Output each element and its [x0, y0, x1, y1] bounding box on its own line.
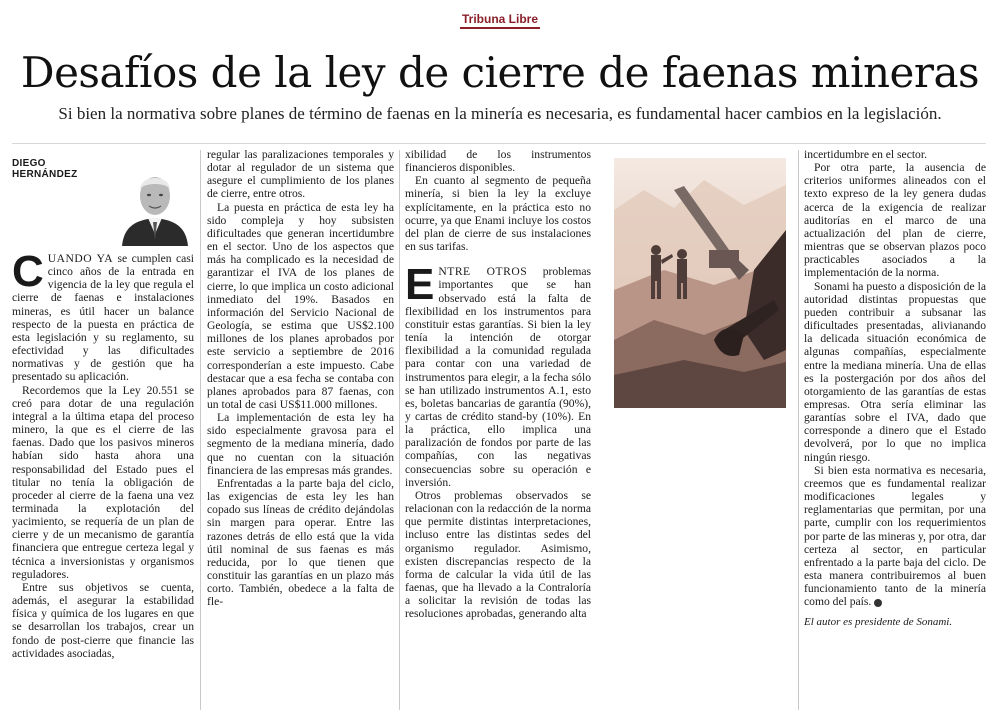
paragraph: Por otra parte, la ausencia de criterios uniformes alineados con el texto expreso de la ley genera dudas acerca de la exigencia de realizar auditorías en el marco de una actualización del plan de cierre, mientras que se observan plazos poco practicables asociados a la implementación de la norma.: [804, 161, 986, 280]
paragraph: xibilidad de los instrumentos financieros disponibles.: [405, 148, 591, 175]
subtitle: Si bien la normativa sobre planes de término de faenas en la minería es necesaria, es fundamental hacer cambios en la legislación.: [58, 104, 942, 123]
lead-paragraph: [12, 252, 194, 384]
column-divider: [200, 150, 201, 710]
paragraph: Recordemos que la Ley 20.551 se creó para dotar de una regulación integral a la última etapa del proceso minero, la que es el cierre de las faenas. Dado que los pasivos mineros habían sido hasta ahora una responsabilidad del Estado pues el titular no tenía la obligación de proceder al cierre de la faena una vez terminada la explotación del yacimiento, se requería de un plan de cierre y de un mecanismo de garantía financiera que entregue certeza legal y técnica a inversionistas y organismos reguladores.: [12, 383, 194, 581]
lead-text: se cumplen casi cinco años de la entrada en vigencia de la ley que regula el cierre de faenas e instalaciones mineras, es útil hacer un balance respecto de la puesta en práctica de esta legislación y su reglamento, su efectividad y las dificultades normativas y de gestión que ha presentado su aplicación.: [12, 252, 194, 384]
author-first-name: DIEGO: [12, 158, 46, 169]
drop-cap: C: [12, 252, 44, 296]
paragraph: regular las paralizaciones temporales y dotar al regulador de un sistema que asegure el cumplimiento de los planes de cierre, entre otros.: [207, 148, 394, 201]
article-column-2: [207, 148, 394, 712]
drop-cap: E: [405, 260, 435, 310]
section-tag-label: Tribuna Libre: [460, 12, 540, 29]
paragraph: En cuanto al segmento de pequeña minería, si bien la ley la excluye explícitamente, en la práctica esto no ocurre, ya que Enami incluye los costos del plan de cierre de sus instalaciones en sus tarifas.: [405, 174, 591, 254]
paragraph: La puesta en práctica de esta ley ha sido compleja y hoy subsisten dificultades que generan incertidumbre en el sector. Uno de los aspectos que más ha complicado es la necesidad de garantizar el IVA de los planes de cierre, lo que implica un costo adicional inmediato del 19%. Basados en información del Servicio Nacional de Geología, se estima que US$2.100 millones de los planes aprobados por este servicio a septiembre de 2016 corresponderían a este impuesto. Cabe destacar que a esa fecha se contaba con planes aprobados para 87 faenas, con un total de casi US$11.000 millones.: [207, 200, 394, 411]
lead-caps: UANDO YA: [47, 252, 114, 265]
column-divider: [798, 150, 799, 710]
lead-caps: NTRE OTROS: [438, 265, 528, 279]
headline: Desafíos de la ley de cierre de faenas mineras: [20, 48, 980, 97]
article-column-1: [12, 252, 194, 712]
section-tag: [0, 10, 1000, 28]
mining-illustration: [604, 150, 794, 412]
paragraph: Otros problemas observados se relacionan con la redacción de la norma que permite distintas interpretaciones, incluso entre las distintas sedes del organismo regulador. Asimismo, existen discrepancias respecto de la forma de calcular la vida útil de las faenas, que ha llevado a la Contraloría a solicitar la revisión de todas las resoluciones aprobadas, generando alta: [405, 488, 591, 621]
section-lead-paragraph: [405, 260, 591, 489]
lead-text: problemas importantes que se han observado está la falta de flexibilidad en los instrumentos para constituir estas garantías. Si bien la ley tenía la intención de otorgar flexibilidad a la comunidad regulada para contar con una variedad de instrumentos para elegir, a la fecha sólo se han utilizado instrumentos A.1, esto es, boletas bancarias de garantía (90%), y cartas de crédito stand-by (10%). En la práctica, ello implica una paralización de fondos por parte de las compañías, con las negativas consecuencias sobre su operación e inversión.: [405, 265, 591, 489]
article-column-4: [804, 148, 986, 712]
paragraph: Enfrentadas a la parte baja del ciclo, las exigencias de esta ley les han copado sus líneas de crédito dejándolas sin margen para operar. Entre las razones detrás de ello está que la vida útil nominal de sus faenas es más reducida, por lo que tienen que constituir las garantías en un plazo más corto. También, obedece a la falta de fle-: [207, 476, 394, 609]
paragraph: incertidumbre en el sector.: [804, 148, 927, 161]
closing-text: Si bien esta normativa es necesaria, creemos que es fundamental realizar modificaciones legales y reglamentarias que permitan, por una parte, cumplir con los requerimientos por parte de las mineras y, por otra, dar certeza al sector, en particular enfrentado a la parte baja del ciclo. De esta manera contribuiremos al buen funcionamiento tanto de la minería como del país.: [804, 463, 986, 609]
paragraph: Sonami ha puesto a disposición de la autoridad distintas propuestas que pueden contribuir a subsanar las dificultades presentadas, alivianando la delicada situación económica de algunas compañías, especialmente entre la mediana minería. Una de ellas es la postergación por dos años del otorgamiento de las garantías de estas empresas. Otra sería eliminar las garantías sobre el IVA, dado que corresponde a dinero que el Estado devolverá, por lo que no implica ningún riesgo.: [804, 279, 986, 464]
author-last-name: HERNÁNDEZ: [12, 169, 78, 180]
column-divider: [399, 150, 400, 710]
header-divider: [12, 143, 986, 144]
closing-paragraph: [804, 464, 986, 609]
paragraph: La implementación de esta ley ha sido especialmente gravosa para el segmento de la mediana minería, dado que no cuentan con la situación financiera de las empresas más grandes.: [207, 411, 394, 477]
author-photo: [118, 160, 192, 246]
author-signature: El autor es presidente de Sonami.: [804, 616, 953, 629]
paragraph: Entre sus objetivos se cuenta, además, el asegurar la estabilidad física y química de los lugares en que se desarrollan los trabajos, crear un fondo de post-cierre que financie las actividades asociadas,: [12, 580, 194, 660]
article-column-3: [405, 148, 591, 712]
end-mark-icon: [874, 599, 882, 607]
byline: [12, 158, 194, 250]
